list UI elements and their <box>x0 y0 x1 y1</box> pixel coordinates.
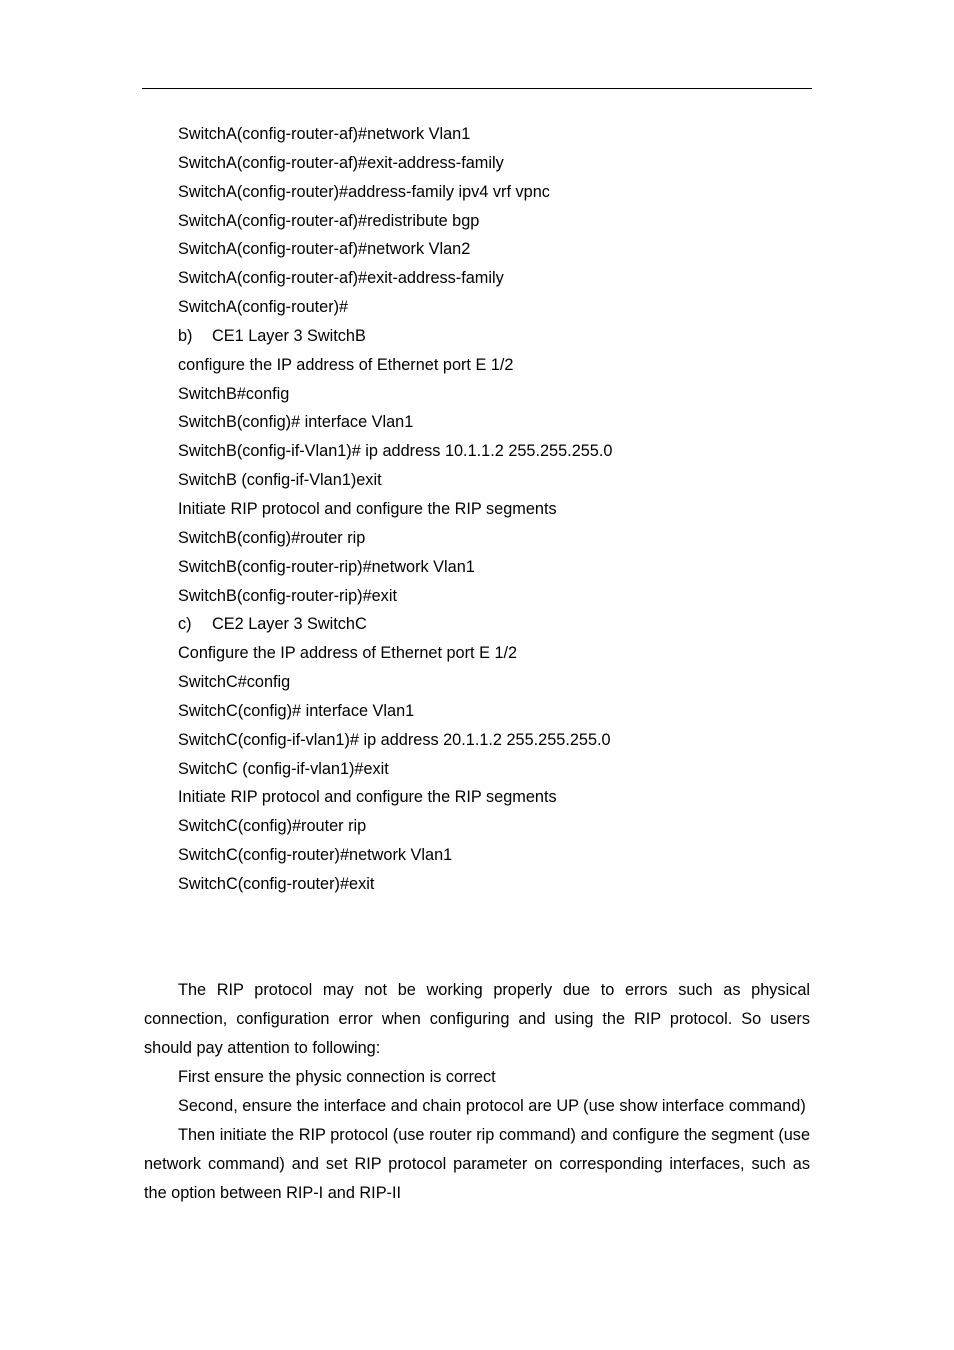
code-line: SwitchA(config-router-af)#network Vlan1 <box>178 125 471 143</box>
code-line: SwitchB(config-if-Vlan1)# ip address 10.1.1.2 255.255.255.0 <box>178 442 613 461</box>
code-line: SwitchA(config-router)# <box>178 298 349 317</box>
code-line: SwitchB(config)#router rip <box>178 528 366 547</box>
header-rule <box>142 88 812 89</box>
code-line: SwitchB#config <box>178 384 290 403</box>
troubleshooting-then: Then initiate the RIP protocol (use router rip command) and configure the segment (use network command) and set RIP protocol parameter on corresponding interfaces, such as the option between RIP-I and RIP-II <box>144 1126 810 1202</box>
section-c-heading <box>178 610 818 639</box>
section-b-marker: b) <box>178 326 193 345</box>
code-line: SwitchA(config-router-af)#exit-address-family <box>178 153 504 172</box>
section-c-marker: c) <box>178 615 192 634</box>
code-line: SwitchC(config-if-vlan1)# ip address 20.1.1.2 255.255.255.0 <box>178 730 611 749</box>
code-line: SwitchA(config-router-af)#network Vlan2 <box>178 240 471 259</box>
troubleshooting-first: First ensure the physic connection is correct <box>178 1068 496 1086</box>
section-b-title: CE1 Layer 3 SwitchB <box>212 326 366 345</box>
section-c-title: CE2 Layer 3 SwitchC <box>212 615 367 634</box>
code-line: SwitchB(config)# interface Vlan1 <box>178 413 414 432</box>
code-line: configure the IP address of Ethernet port E 1/2 <box>178 355 514 374</box>
code-line: SwitchA(config-router)#address-family ipv4 vrf vpnc <box>178 182 550 201</box>
code-line: SwitchB(config-router-rip)#network Vlan1 <box>178 557 475 576</box>
code-line: SwitchA(config-router-af)#exit-address-family <box>178 269 504 288</box>
code-line: SwitchC (config-if-vlan1)#exit <box>178 759 389 778</box>
config-example <box>178 120 818 899</box>
troubleshooting-intro: The RIP protocol may not be working properly due to errors such as physical connection, configuration error when configuring and using the RIP protocol. So users should pay attention to following: <box>144 981 810 1057</box>
code-line: SwitchC(config)#router rip <box>178 817 367 836</box>
troubleshooting-second: Second, ensure the interface and chain protocol are UP (use show interface command) <box>178 1097 806 1115</box>
code-line: SwitchC#config <box>178 673 291 692</box>
code-line: SwitchC(config)# interface Vlan1 <box>178 701 415 720</box>
code-line: SwitchB(config-router-rip)#exit <box>178 586 397 605</box>
code-line: Initiate RIP protocol and configure the RIP segments <box>178 788 557 807</box>
code-line: SwitchC(config-router)#network Vlan1 <box>178 846 453 865</box>
troubleshooting-section <box>144 976 810 1208</box>
code-line: Configure the IP address of Ethernet port E 1/2 <box>178 644 518 663</box>
code-line: Initiate RIP protocol and configure the RIP segments <box>178 499 557 518</box>
code-line: SwitchB (config-if-Vlan1)exit <box>178 471 382 490</box>
code-line: SwitchC(config-router)#exit <box>178 874 375 893</box>
code-line: SwitchA(config-router-af)#redistribute bgp <box>178 211 480 230</box>
section-b-heading <box>178 322 818 351</box>
